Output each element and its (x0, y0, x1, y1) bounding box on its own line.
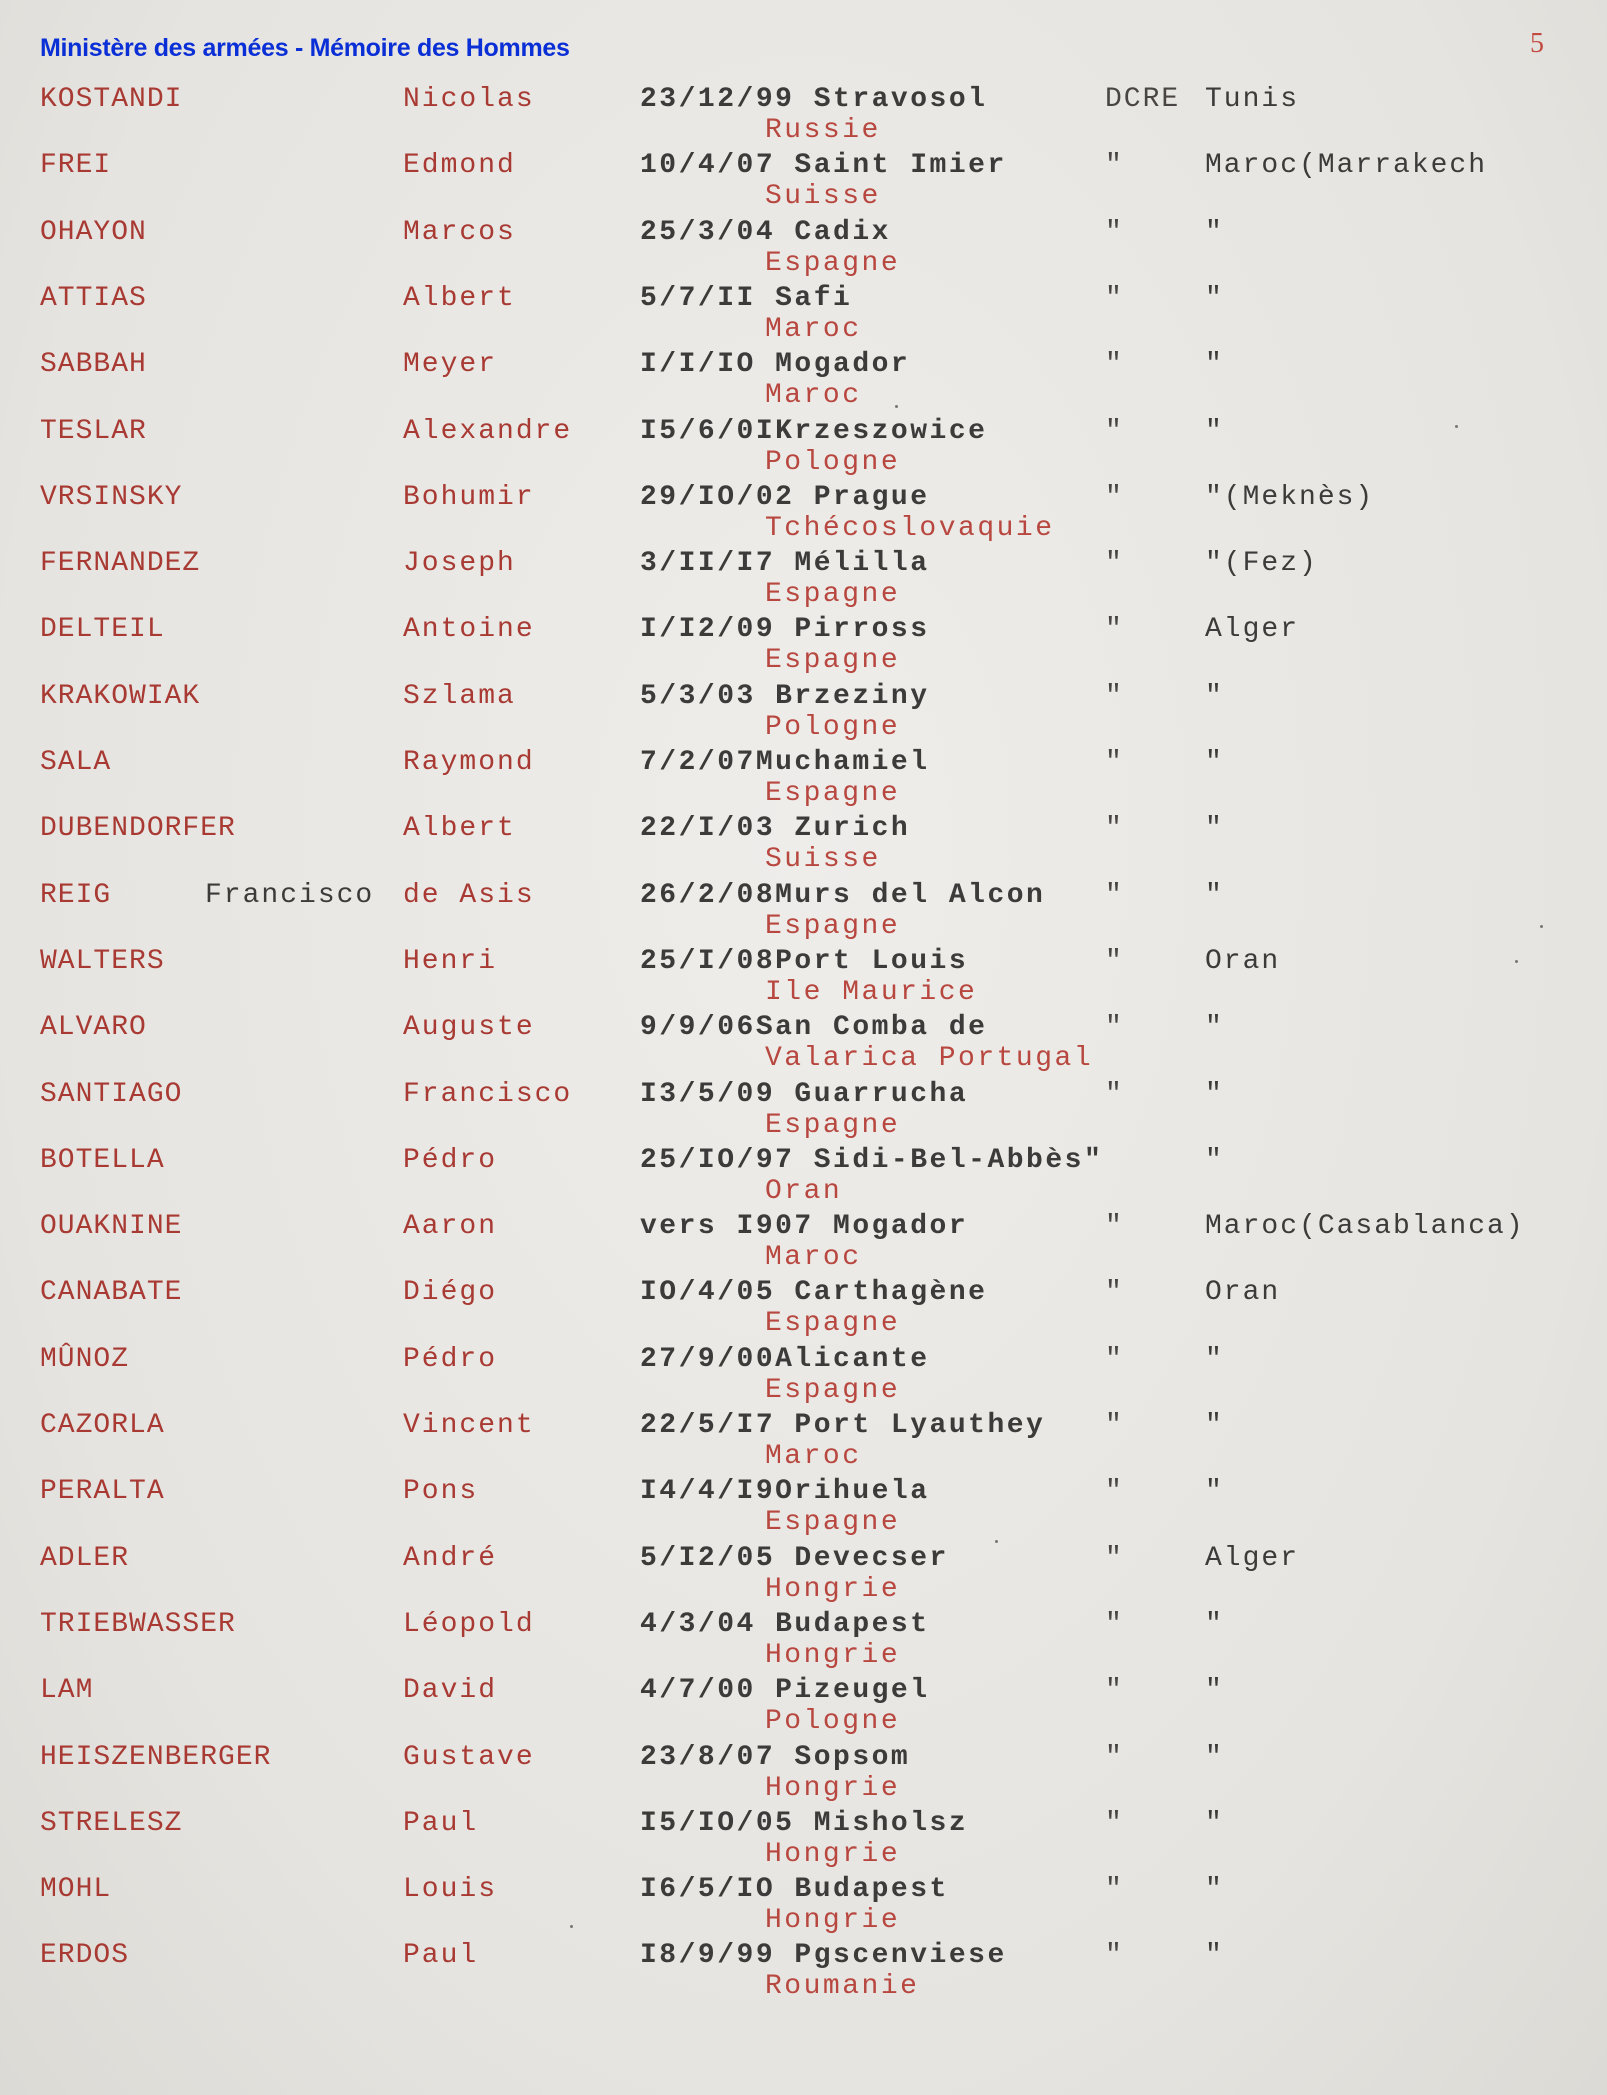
surname-cell: DUBENDORFER (40, 813, 236, 845)
destination-cell: " (1205, 747, 1224, 778)
unit-cell: " (1105, 1277, 1124, 1309)
register-row (0, 1079, 1607, 1145)
firstname-cell: Francisco (403, 1078, 573, 1110)
register-row (0, 681, 1607, 747)
register-row (0, 1476, 1607, 1542)
unit-cell: " (1105, 1410, 1124, 1441)
firstname-cell: Marcos (403, 216, 516, 248)
firstname-cell: Pédro (403, 1343, 498, 1375)
firstname-cell: Albert (403, 282, 516, 314)
register-row (0, 1675, 1607, 1741)
birth-country-cell: Espagne (765, 1507, 901, 1539)
birth-date-place-cell: I6/5/IO Budapest (640, 1874, 949, 1906)
surname-cell: MÛNOZ (40, 1343, 130, 1375)
birth-date-place-cell: 23/8/07 Sopsom (640, 1741, 911, 1773)
paper-speck (1540, 925, 1543, 928)
unit-cell: " (1105, 1608, 1124, 1640)
surname-cell: SALA (40, 747, 112, 778)
birth-country-cell: Suisse (765, 844, 881, 876)
birth-date-place-cell: I5/6/0IKrzeszowice (640, 415, 988, 447)
birth-country-cell: Ile Maurice (765, 976, 978, 1008)
surname-cell: LAM (40, 1675, 94, 1707)
birth-country-cell: Suisse (765, 181, 881, 213)
paper-speck (1515, 960, 1518, 963)
unit-cell: " (1105, 945, 1124, 977)
unit-cell: " (1105, 1012, 1124, 1044)
destination-cell: Tunis (1205, 84, 1300, 115)
firstname-cell: Edmond (403, 150, 516, 182)
birth-country-cell: Hongrie (765, 1639, 901, 1671)
firstname-cell: Paul (403, 1940, 479, 1972)
destination-cell: " (1205, 1343, 1224, 1375)
surname-cell: KOSTANDI (40, 84, 183, 115)
destination-cell: " (1205, 1608, 1224, 1640)
birth-country-cell: Espagne (765, 645, 901, 677)
birth-country-cell: Pologne (765, 446, 901, 478)
birth-date-place-cell: I4/4/I9Orihuela (640, 1476, 930, 1508)
birth-country-cell: Valarica Portugal (765, 1043, 1094, 1075)
birth-country-cell: Tchécoslovaquie (765, 512, 1055, 544)
birth-date-place-cell: 25/I/08Port Louis (640, 945, 969, 977)
birth-date-place-cell: 22/5/I7 Port Lyauthey (640, 1410, 1046, 1441)
register-row (0, 150, 1607, 216)
birth-country-cell: Espagne (765, 1109, 901, 1141)
firstname-cell: Antoine (403, 614, 535, 646)
unit-cell: " (1105, 548, 1124, 580)
surname-cell: KRAKOWIAK (40, 680, 201, 712)
destination-cell: " (1205, 680, 1224, 712)
destination-cell: " (1205, 1078, 1224, 1110)
register-row (0, 1410, 1607, 1476)
destination-cell: " (1205, 216, 1224, 248)
birth-country-cell: Oran (765, 1175, 843, 1207)
firstname-cell: Diégo (403, 1277, 498, 1309)
unit-cell: " (1105, 282, 1124, 314)
unit-cell: " (1105, 481, 1124, 513)
surname-cell: WALTERS (40, 945, 165, 977)
birth-country-cell: Maroc (765, 380, 862, 412)
birth-date-place-cell: 5/7/II Safi (640, 282, 853, 314)
firstname-cell: Nicolas (403, 84, 535, 115)
destination-cell: " (1205, 1807, 1224, 1839)
register-row (0, 349, 1607, 415)
surname-cell: FERNANDEZ (40, 548, 201, 580)
birth-date-place-cell: 25/IO/97 Sidi-Bel-Abbès" (640, 1144, 1104, 1176)
surname-cell: HEISZENBERGER (40, 1741, 272, 1773)
birth-country-cell: Espagne (765, 1374, 901, 1406)
register-row (0, 946, 1607, 1012)
birth-date-place-cell: 26/2/08Murs del Alcon (640, 879, 1046, 911)
destination-cell: " (1205, 282, 1224, 314)
page-number: 5 (1530, 28, 1544, 59)
birth-date-place-cell: IO/4/05 Carthagène (640, 1277, 988, 1309)
unit-cell: " (1105, 879, 1124, 911)
birth-country-cell: Maroc (765, 1242, 862, 1274)
register-row (0, 813, 1607, 879)
birth-date-place-cell: 7/2/07Muchamiel (640, 747, 930, 778)
firstname-cell: Léopold (403, 1608, 535, 1640)
destination-cell: Alger (1205, 1542, 1300, 1574)
destination-cell: Oran (1205, 945, 1281, 977)
birth-country-cell: Pologne (765, 1706, 901, 1738)
paper-speck (895, 405, 898, 408)
birth-date-place-cell: 3/II/I7 Mélilla (640, 548, 930, 580)
surname-cell: OHAYON (40, 216, 147, 248)
birth-country-cell: Espagne (765, 910, 901, 942)
register-row (0, 1211, 1607, 1277)
register-row (0, 1940, 1607, 2006)
firstname-cell: Auguste (403, 1012, 535, 1044)
unit-cell: " (1105, 1874, 1124, 1906)
unit-cell: " (1105, 349, 1124, 381)
birth-date-place-cell: I/I2/09 Pirross (640, 614, 930, 646)
unit-cell: " (1105, 415, 1124, 447)
surname-cell: OUAKNINE (40, 1211, 183, 1243)
surname-cell: SABBAH (40, 349, 147, 381)
register-row (0, 482, 1607, 548)
register-row (0, 283, 1607, 349)
firstname-cell: Henri (403, 945, 498, 977)
surname-cell: VRSINSKY (40, 481, 183, 513)
unit-cell: " (1105, 1211, 1124, 1243)
birth-date-place-cell: 27/9/00Alicante (640, 1343, 930, 1375)
destination-cell: Alger (1205, 614, 1300, 646)
paper-speck (1455, 425, 1458, 428)
register-row (0, 747, 1607, 813)
firstname-cell: Alexandre (403, 415, 573, 447)
birth-date-place-cell: 9/9/06San Comba de (640, 1012, 988, 1044)
destination-cell: " (1205, 1410, 1224, 1441)
unit-cell: " (1105, 1476, 1124, 1508)
destination-cell: Maroc(Marrakech (1205, 150, 1488, 182)
surname-cell: ADLER (40, 1542, 130, 1574)
birth-date-place-cell: I3/5/09 Guarrucha (640, 1078, 969, 1110)
unit-cell: " (1105, 614, 1124, 646)
birth-date-place-cell: vers I907 Mogador (640, 1211, 969, 1243)
birth-country-cell: Roumanie (765, 1971, 920, 2003)
firstname-cell: Paul (403, 1807, 479, 1839)
birth-country-cell: Maroc (765, 313, 862, 345)
firstname-cell: Bohumir (403, 481, 535, 513)
surname-cell: BOTELLA (40, 1144, 165, 1176)
birth-date-place-cell: I5/IO/05 Misholsz (640, 1807, 969, 1839)
register-row (0, 548, 1607, 614)
destination-cell: " (1205, 813, 1224, 845)
register-row (0, 1277, 1607, 1343)
surname-extra-cell: Francisco (205, 879, 375, 911)
destination-cell: " (1205, 1940, 1224, 1972)
birth-date-place-cell: I8/9/99 Pgscenviese (640, 1940, 1007, 1972)
unit-cell: " (1105, 747, 1124, 778)
surname-cell: ERDOS (40, 1940, 130, 1972)
destination-cell: "(Meknès) (1205, 481, 1375, 513)
firstname-cell: Raymond (403, 747, 535, 778)
destination-cell: " (1205, 1874, 1224, 1906)
birth-country-cell: Pologne (765, 711, 901, 743)
unit-cell: DCRE (1105, 84, 1181, 115)
surname-cell: CAZORLA (40, 1410, 165, 1441)
birth-country-cell: Hongrie (765, 1573, 901, 1605)
firstname-cell: Pons (403, 1476, 479, 1508)
birth-date-place-cell: 4/3/04 Budapest (640, 1608, 930, 1640)
surname-cell: FREI (40, 150, 112, 182)
birth-country-cell: Hongrie (765, 1838, 901, 1870)
surname-cell: STRELESZ (40, 1807, 183, 1839)
surname-cell: ATTIAS (40, 282, 147, 314)
register-row (0, 84, 1607, 150)
surname-cell: REIG (40, 879, 112, 911)
destination-cell: " (1205, 1741, 1224, 1773)
register-row (0, 1012, 1607, 1078)
watermark: Ministère des armées - Mémoire des Hommes (40, 34, 570, 62)
surname-cell: DELTEIL (40, 614, 165, 646)
unit-cell: " (1105, 216, 1124, 248)
unit-cell: " (1105, 1542, 1124, 1574)
firstname-cell: Louis (403, 1874, 498, 1906)
firstname-cell: Szlama (403, 680, 516, 712)
birth-country-cell: Russie (765, 115, 881, 146)
birth-date-place-cell: 22/I/03 Zurich (640, 813, 911, 845)
destination-cell: "(Fez) (1205, 548, 1318, 580)
birth-date-place-cell: 5/3/03 Brzeziny (640, 680, 930, 712)
surname-cell: CANABATE (40, 1277, 183, 1309)
birth-date-place-cell: I/I/IO Mogador (640, 349, 911, 381)
unit-cell: " (1105, 680, 1124, 712)
destination-cell: Oran (1205, 1277, 1281, 1309)
register-row (0, 1344, 1607, 1410)
unit-cell: " (1105, 813, 1124, 845)
destination-cell: " (1205, 1144, 1224, 1176)
birth-date-place-cell: 4/7/00 Pizeugel (640, 1675, 930, 1707)
destination-cell: " (1205, 1012, 1224, 1044)
register-row (0, 1874, 1607, 1940)
paper-speck (570, 1925, 573, 1928)
destination-cell: " (1205, 1476, 1224, 1508)
firstname-cell: Meyer (403, 349, 498, 381)
unit-cell: " (1105, 1343, 1124, 1375)
birth-country-cell: Espagne (765, 778, 901, 809)
firstname-cell: Albert (403, 813, 516, 845)
birth-country-cell: Espagne (765, 1308, 901, 1340)
birth-date-place-cell: 10/4/07 Saint Imier (640, 150, 1007, 182)
unit-cell: " (1105, 1675, 1124, 1707)
firstname-cell: Vincent (403, 1410, 535, 1441)
paper-speck (995, 1540, 998, 1543)
unit-cell: " (1105, 1807, 1124, 1839)
register-row (0, 1609, 1607, 1675)
destination-cell: " (1205, 1675, 1224, 1707)
firstname-cell: Gustave (403, 1741, 535, 1773)
register-row (0, 614, 1607, 680)
birth-date-place-cell: 23/12/99 Stravosol (640, 84, 988, 115)
birth-date-place-cell: 29/IO/02 Prague (640, 481, 930, 513)
surname-cell: TESLAR (40, 415, 147, 447)
register-row (0, 1742, 1607, 1808)
birth-date-place-cell: 25/3/04 Cadix (640, 216, 891, 248)
surname-cell: PERALTA (40, 1476, 165, 1508)
birth-date-place-cell: 5/I2/05 Devecser (640, 1542, 949, 1574)
surname-cell: ALVARO (40, 1012, 147, 1044)
destination-cell: Maroc(Casablanca) (1205, 1211, 1525, 1243)
firstname-cell: Joseph (403, 548, 516, 580)
birth-country-cell: Maroc (765, 1441, 862, 1472)
register-row (0, 1145, 1607, 1211)
birth-country-cell: Espagne (765, 247, 901, 279)
birth-country-cell: Hongrie (765, 1772, 901, 1804)
firstname-cell: Aaron (403, 1211, 498, 1243)
birth-country-cell: Hongrie (765, 1905, 901, 1937)
destination-cell: " (1205, 415, 1224, 447)
firstname-cell: de Asis (403, 879, 535, 911)
firstname-cell: Pédro (403, 1144, 498, 1176)
unit-cell: " (1105, 1940, 1124, 1972)
birth-country-cell: Espagne (765, 579, 901, 611)
register-row (0, 1543, 1607, 1609)
register-row (0, 880, 1607, 946)
register-row (0, 217, 1607, 283)
surname-cell: SANTIAGO (40, 1078, 183, 1110)
register-row (0, 1808, 1607, 1874)
unit-cell: " (1105, 150, 1124, 182)
firstname-cell: David (403, 1675, 498, 1707)
firstname-cell: André (403, 1542, 498, 1574)
destination-cell: " (1205, 349, 1224, 381)
destination-cell: " (1205, 879, 1224, 911)
surname-cell: MOHL (40, 1874, 112, 1906)
register-row (0, 416, 1607, 482)
unit-cell: " (1105, 1741, 1124, 1773)
unit-cell: " (1105, 1078, 1124, 1110)
surname-cell: TRIEBWASSER (40, 1608, 236, 1640)
